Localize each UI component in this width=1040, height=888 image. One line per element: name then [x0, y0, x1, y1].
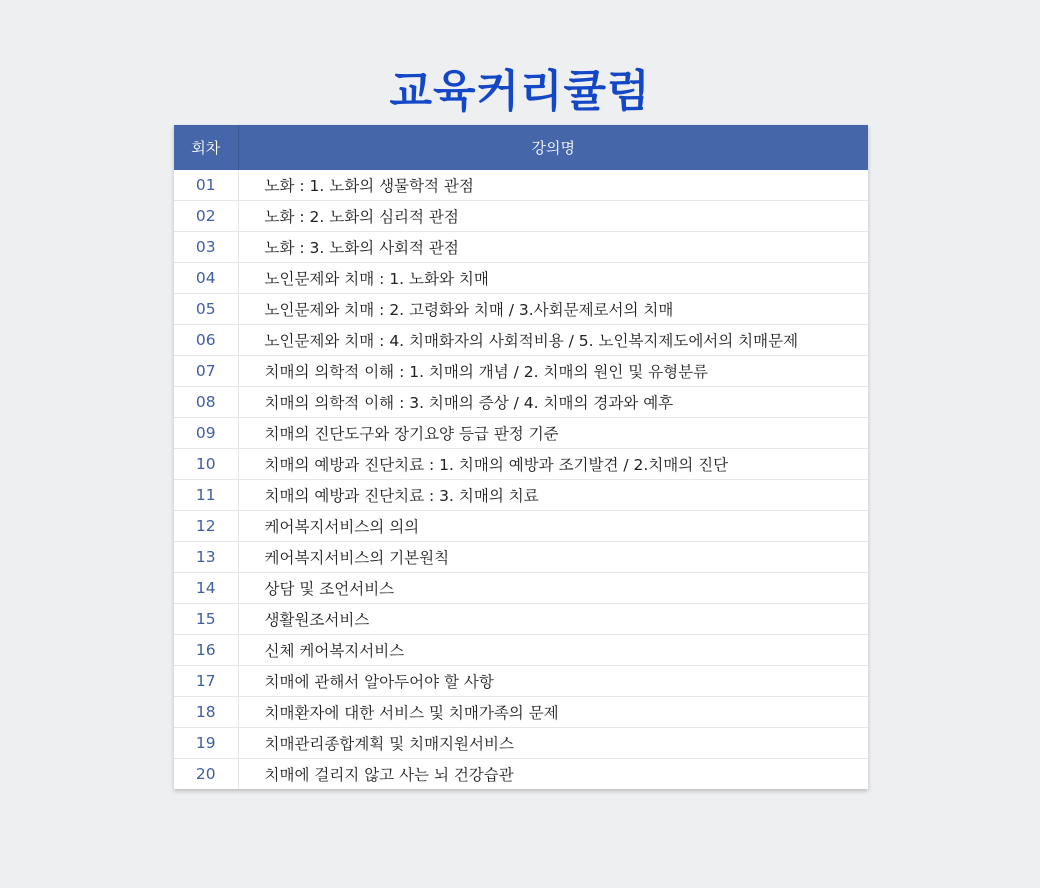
table-row — [174, 635, 868, 666]
row-number: 07 — [174, 356, 238, 387]
table-row — [174, 573, 868, 604]
table-row — [174, 170, 868, 201]
table-row — [174, 356, 868, 387]
table-row — [174, 511, 868, 542]
table-row — [174, 201, 868, 232]
row-title: 케어복지서비스의 의의 — [238, 511, 868, 542]
table-row — [174, 480, 868, 511]
table-row — [174, 759, 868, 790]
table-row — [174, 666, 868, 697]
row-title: 생활원조서비스 — [238, 604, 868, 635]
table-row — [174, 542, 868, 573]
row-title: 노화 : 3. 노화의 사회적 관점 — [238, 232, 868, 263]
row-title: 상담 및 조언서비스 — [238, 573, 868, 604]
page-title: 교육커리큘럼 — [389, 66, 651, 118]
row-title: 노화 : 2. 노화의 심리적 관점 — [238, 201, 868, 232]
row-number: 12 — [174, 511, 238, 542]
row-title: 노인문제와 치매 : 1. 노화와 치매 — [238, 263, 868, 294]
row-number: 02 — [174, 201, 238, 232]
row-number: 16 — [174, 635, 238, 666]
table-row — [174, 325, 868, 356]
row-title: 치매의 의학적 이해 : 1. 치매의 개념 / 2. 치매의 원인 및 유형분류 — [238, 356, 868, 387]
row-title: 치매의 예방과 진단치료 : 3. 치매의 치료 — [238, 480, 868, 511]
row-number: 14 — [174, 573, 238, 604]
row-title: 노인문제와 치매 : 2. 고령화와 치매 / 3.사회문제로서의 치매 — [238, 294, 868, 325]
row-number: 10 — [174, 449, 238, 480]
table-row — [174, 294, 868, 325]
row-title: 치매에 관해서 알아두어야 할 사항 — [238, 666, 868, 697]
table-row — [174, 449, 868, 480]
table-row — [174, 418, 868, 449]
row-number: 09 — [174, 418, 238, 449]
row-number: 15 — [174, 604, 238, 635]
table-row — [174, 697, 868, 728]
row-title: 노화 : 1. 노화의 생물학적 관점 — [238, 170, 868, 201]
row-number: 18 — [174, 697, 238, 728]
row-number: 20 — [174, 759, 238, 790]
row-title: 치매환자에 대한 서비스 및 치매가족의 문제 — [238, 697, 868, 728]
row-title: 치매에 걸리지 않고 사는 뇌 건강습관 — [264, 766, 514, 784]
row-number: 19 — [174, 728, 238, 759]
row-title: 치매의 예방과 진단치료 : 1. 치매의 예방과 조기발견 / 2.치매의 진단 — [238, 449, 868, 480]
curriculum-table — [174, 125, 868, 789]
row-number: 01 — [174, 170, 238, 201]
header-round: 회차 — [174, 125, 238, 170]
row-number: 17 — [174, 666, 238, 697]
row-number: 13 — [174, 542, 238, 573]
row-title: 치매의 진단도구와 장기요양 등급 판정 기준 — [238, 418, 868, 449]
row-title: 치매의 의학적 이해 : 3. 치매의 증상 / 4. 치매의 경과와 예후 — [238, 387, 868, 418]
row-title: 케어복지서비스의 기본원칙 — [238, 542, 868, 573]
header-lecture: 강의명 — [238, 125, 868, 170]
row-number: 03 — [174, 232, 238, 263]
row-number: 11 — [174, 480, 238, 511]
row-title: 치매관리종합계획 및 치매지원서비스 — [238, 728, 868, 759]
table-row — [174, 604, 868, 635]
row-number: 06 — [174, 325, 238, 356]
table-row — [174, 387, 868, 418]
table-row — [174, 263, 868, 294]
table-header-row — [174, 125, 868, 170]
row-number: 04 — [174, 263, 238, 294]
table-row — [174, 232, 868, 263]
row-title: 신체 케어복지서비스 — [238, 635, 868, 666]
row-number: 05 — [174, 294, 238, 325]
row-number: 08 — [174, 387, 238, 418]
table-row — [174, 728, 868, 759]
row-title: 노인문제와 치매 : 4. 치매화자의 사회적비용 / 5. 노인복지제도에서의 치매문제 — [238, 325, 868, 356]
